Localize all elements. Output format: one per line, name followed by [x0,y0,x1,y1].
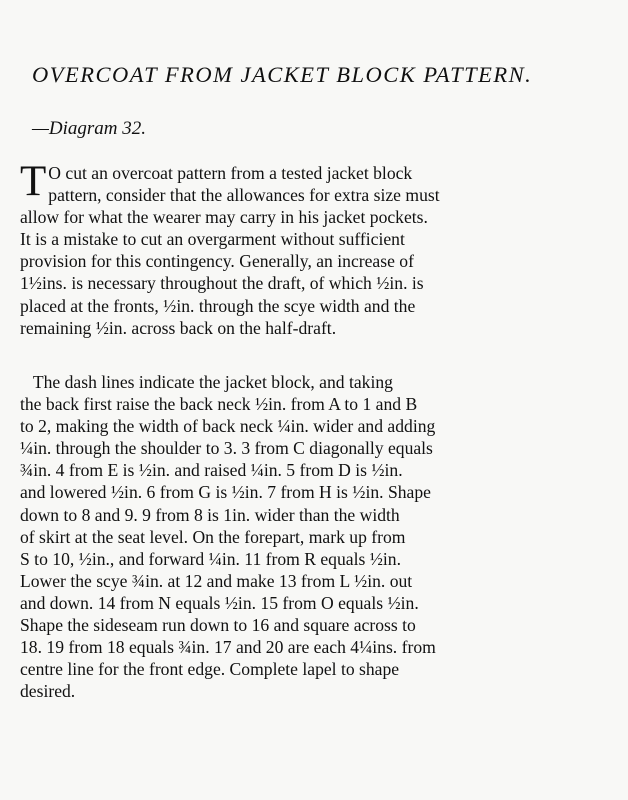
text-line: The dash lines indicate the jacket block, and taking [20,372,393,392]
text-line: S to 10, ½in., and forward ¼in. 11 from R equals ½in. [20,548,401,569]
text-line: It is a mistake to cut an overgarment without sufficient [20,229,405,250]
text-line: and down. 14 from N equals ½in. 15 from O equals ½in. [20,592,419,613]
diagram-reference: —Diagram 32. [32,118,147,139]
document-title: OVERCOAT FROM JACKET BLOCK PATTERN. [32,62,533,87]
text-line: and lowered ½in. 6 from G is ½in. 7 from H is ½in. Shape [20,482,431,503]
text-line: the back first raise the back neck ½in. from A to 1 and B [20,394,418,415]
text-line: remaining ½in. across back on the half-draft. [20,317,337,338]
paragraph-instructions [20,371,610,702]
text-line: ¾in. 4 from E is ½in. and raised ¼in. 5 from D is ½in. [20,460,403,481]
text-line: O cut an overcoat pattern from a tested jacket block [48,163,413,183]
paragraph-intro [20,158,610,339]
text-line: Shape the sideseam run down to 16 and square across to [20,615,416,636]
text-line: to 2, making the width of back neck ¼in. wider and adding [20,416,436,437]
text-line: ¼in. through the shoulder to 3. 3 from C diagonally equals [20,438,433,459]
text-line: allow for what the wearer may carry in his jacket pockets. [20,207,428,228]
text-line: down to 8 and 9. 9 from 8 is 1in. wider than the width [20,504,400,525]
text-line: 1½ins. is necessary throughout the draft, of which ½in. is [20,273,424,294]
text-line: 18. 19 from 18 equals ¾in. 17 and 20 are each 4¼ins. from [20,637,436,658]
text-line: of skirt at the seat level. On the forepart, mark up from [20,526,406,547]
text-line: pattern, consider that the allowances for extra size must [48,185,440,206]
text-line: provision for this contingency. Generally, an increase of [20,251,414,272]
text-line: Lower the scye ¾in. at 12 and make 13 from L ½in. out [20,570,413,591]
text-line: desired. [20,681,76,702]
drop-cap: T [20,158,47,205]
text-line: centre line for the front edge. Complete lapel to shape [20,659,400,680]
text-line: placed at the fronts, ½in. through the scye width and the [20,295,416,316]
